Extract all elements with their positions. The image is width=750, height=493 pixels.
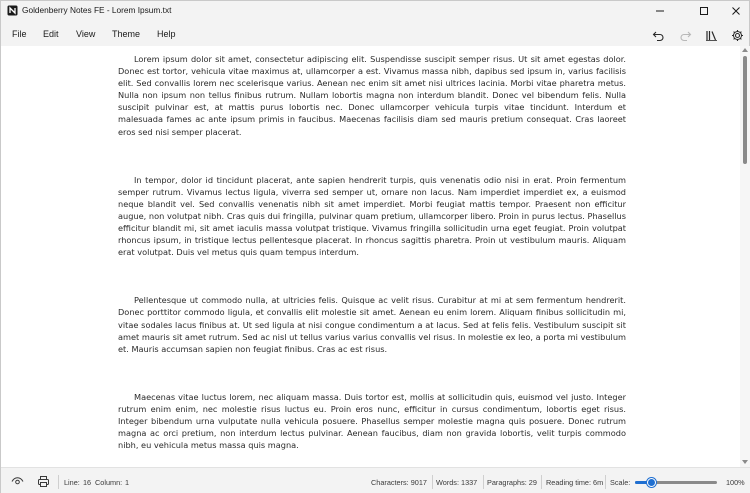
paragraph-count: Paragraphs: 29 [487, 478, 537, 487]
character-count: Characters: 9017 [371, 478, 427, 487]
column-value: 1 [125, 478, 130, 487]
settings-button[interactable] [728, 26, 746, 44]
scale-label: Scale: [610, 478, 631, 487]
status-bar [1, 467, 750, 493]
document-text[interactable] [118, 53, 626, 467]
redo-icon [679, 29, 692, 42]
maximize-icon [699, 6, 709, 16]
title-bar [1, 1, 750, 21]
close-button[interactable] [720, 1, 750, 21]
eye-icon [11, 475, 24, 488]
app-logo-icon [7, 5, 18, 16]
separator [541, 475, 542, 489]
menu-view[interactable]: View [76, 29, 96, 39]
library-button[interactable] [702, 26, 720, 44]
menu-bar [1, 24, 750, 46]
print-button[interactable] [36, 474, 50, 488]
close-icon [731, 6, 741, 16]
separator [483, 475, 484, 489]
menu-theme[interactable]: Theme [112, 29, 141, 39]
printer-icon [37, 475, 50, 488]
scroll-down-arrow-icon[interactable] [742, 460, 748, 464]
paragraph: Lorem ipsum dolor sit amet, consectetur adipiscing elit. Suspendisse suscipit semper risus. Ut sit amet egestas dolor. Donec est tortor, vehicula vitae maximus at, ullamcorper a est. Vivamus massa nibh, dapibus sed ipsum in, varius facilisis elit. Sed convallis lorem nec scelerisque varius. Aenean nec enim sit amet nisi ultrices lacinia. Morbi vitae pharetra metus. Nulla non ipsum non tellus finibus rutrum. Nullam lobortis magna non interdum blandit. Donec vel bibendum felis. Nulla suscipit pulvinar est, at mattis purus lobortis nec. Donec ullamcorper vehicula turpis vitae tincidunt. Interdum et malesuada fames ac ante ipsum primis in faucibus. Maecenas facilisis diam sed mauris pretium consequat. Cras laoreet eros sed nisi semper placerat. [118, 54, 626, 137]
reading-time: Reading time: 6m [546, 478, 604, 487]
paragraph: In tempor, dolor id tincidunt placerat, ante sapien hendrerit turpis, quis venenatis odio nisi in erat. Proin fermentum semper rutrum. Vivamus lectus ligula, viverra sed semper ut, ornare non lacus. Nam imperdiet imperdiet ex, a euismod neque blandit vel. Sed convallis venenatis nibh sit amet imperdiet. Morbi feugiat mattis tempor. Praesent non efficitur augue, non volutpat nibh. Cras quis dui fringilla, pulvinar quam pretium, ullamcorper libero. Proin in purus lectus. Phasellus efficitur blandit mi, sit amet iaculis massa volutpat tristique. Vivamus fringilla sollicitudin urna eget feugiat. Proin volutpat rhoncus ipsum, in tristique lectus pellentesque placerat. In rhoncus sagittis pharetra. Proin ut vestibulum mauris. Aliquam erat volutpat. Duis vel metus quis quam tempus interdum. [118, 174, 626, 258]
line-value: 16 [83, 478, 92, 487]
preview-toggle-button[interactable] [10, 474, 24, 488]
undo-button[interactable] [649, 26, 667, 44]
column-label: Column: [95, 478, 123, 487]
undo-icon [652, 29, 665, 42]
scroll-up-arrow-icon[interactable] [742, 48, 748, 52]
paragraph: Maecenas vitae luctus lorem, nec aliquam massa. Duis tortor est, mollis at sollicitudin quis, euismod vel justo. Integer rutrum enim enim, nec molestie risus luctus eu. Proin eros nunc, efficitur in cursus condimentum, lobortis eget risus. Integer bibendum urna vulputate nulla vehicula posuere. Phasellus semper molestie magna quis posuere. Donec rutrum magna ac orci pretium, non interdum lectus pulvinar. Aenean faucibus, diam non gravida lobortis, velit turpis commodo nibh, eu vehicula metus massa quis magna. [118, 391, 626, 451]
minimize-icon [655, 6, 665, 16]
scrollbar-thumb[interactable] [743, 56, 747, 164]
minimize-button[interactable] [644, 1, 676, 21]
menu-help[interactable]: Help [157, 29, 176, 39]
scale-value: 100% [726, 478, 745, 487]
word-count: Words: 1337 [436, 478, 478, 487]
maximize-button[interactable] [688, 1, 720, 21]
window-title: Goldenberry Notes FE - Lorem Ipsum.txt [22, 5, 172, 15]
redo-button[interactable] [676, 26, 694, 44]
separator [605, 475, 606, 489]
scale-slider-thumb[interactable] [647, 478, 656, 487]
line-label: Line: [64, 478, 80, 487]
paragraph: Pellentesque ut commodo nulla, at ultricies felis. Quisque ac velit risus. Curabitur at mi at sem fermentum hendrerit. Donec porttitor commodo ligula, et convallis elit molestie sit amet. Aenean eu enim lorem. Aliquam finibus sollicitudin mi, vitae sodales lacus finibus at. Ut sed ligula at nisi congue condimentum a at lacus. Sed at felis felis. Vestibulum suscipit sit amet mauris sit amet rutrum. Sed ac nisl ut tellus varius varius convallis vel risus. In molestie ex leo, a porta mi vestibulum et. Mauris accumsan sapien non feugiat finibus. Cras ac est risus. [118, 295, 626, 354]
settings-icon [731, 29, 744, 42]
menu-edit[interactable]: Edit [43, 29, 59, 39]
library-icon [705, 29, 718, 42]
separator [432, 475, 433, 489]
menu-file[interactable]: File [12, 29, 27, 39]
editor-area[interactable] [1, 46, 740, 467]
separator [58, 475, 59, 489]
